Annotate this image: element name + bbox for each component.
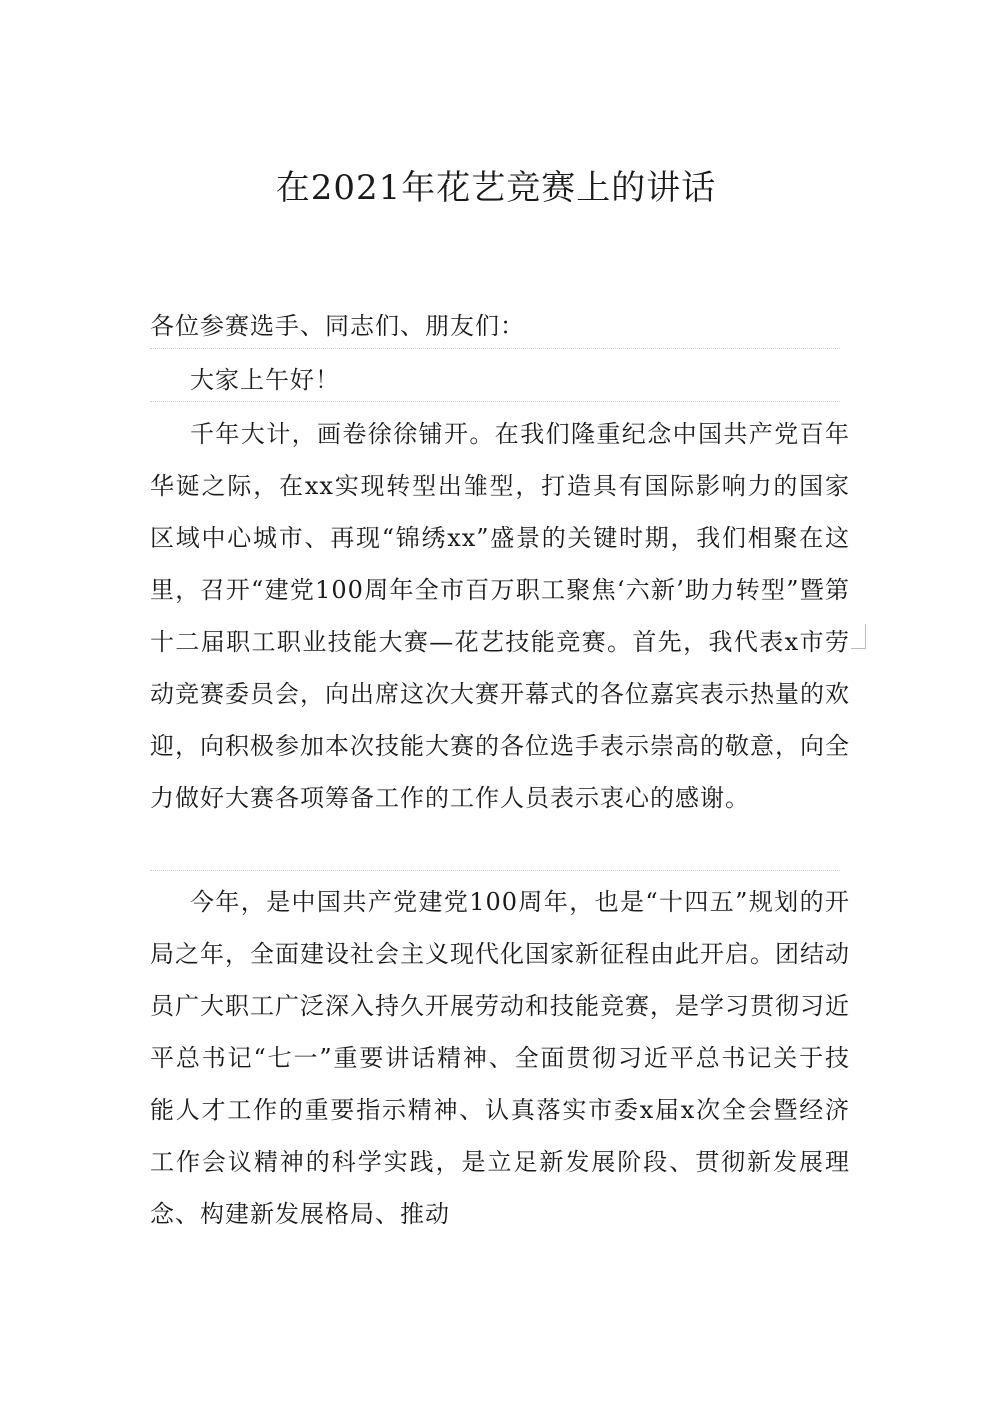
separator-line (150, 401, 840, 402)
separator-line (150, 870, 840, 871)
salutation: 各位参赛选手、同志们、朋友们： (150, 312, 525, 340)
separator-line (150, 348, 840, 349)
greeting: 大家上午好！ (190, 366, 340, 394)
document-title: 在2021年花艺竞赛上的讲话 (275, 168, 717, 208)
paragraph-1: 千年大计，画卷徐徐铺开。在我们隆重纪念中国共产党百年华诞之际，在xx实现转型出雏型，打造具有国际影响力的国家区域中心城市、再现“锦绣xx”盛景的关键时期，我们相聚在这里，召开“建党100周年全市百万职工聚焦‘六新’助力转型”暨第十二届职工职业技能大赛—花艺技能竞赛。首先，我代表x市劳动竞赛委员会，向出席这次大赛开幕式的各位嘉宾表示热量的欢迎，向积极参加本次技能大赛的各位选手表示崇高的敬意，向全力做好大赛各项筹备工作的工作人员表示衷心的感谢。 (150, 420, 850, 812)
margin-mark (851, 624, 866, 649)
paragraph-2: 今年，是中国共产党建党100周年，也是“十四五”规划的开局之年，全面建设社会主义现代化国家新征程由此开启。团结动员广大职工广泛深入持久开展劳动和技能竞赛，是学习贯彻习近平总书记“七一”重要讲话精神、全面贯彻习近平总书记关于技能人才工作的重要指示精神、认真落实市委x届x次全会暨经济工作会议精神的科学实践，是立足新发展阶段、贯彻新发展理念、构建新发展格局、推动 (150, 888, 850, 1228)
